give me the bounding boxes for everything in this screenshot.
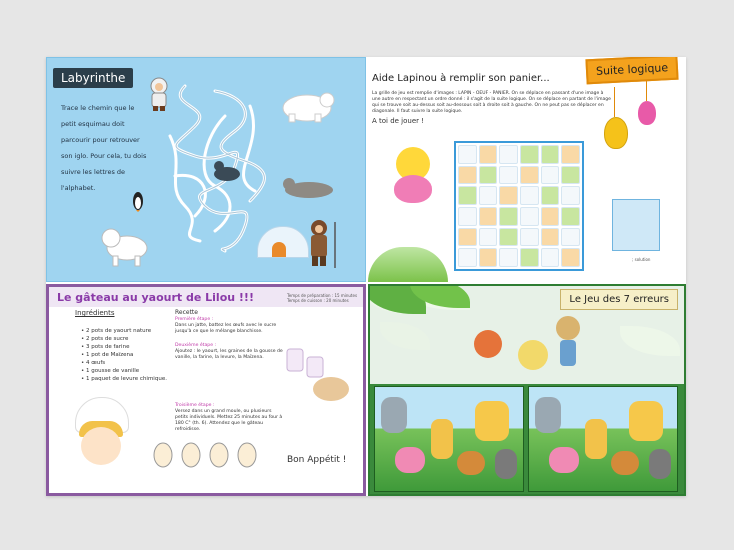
egg-string <box>614 87 615 117</box>
cartoon-eggs-icon <box>149 435 279 475</box>
logic-call-to-action: A toi de jouer ! <box>372 117 425 125</box>
grid-cell[interactable] <box>541 228 560 247</box>
igloo-door <box>272 242 286 257</box>
ingredient-item: • 3 pots de farine <box>81 344 130 350</box>
grid-cell[interactable] <box>561 228 580 247</box>
grid-cell[interactable] <box>520 186 539 205</box>
cook-time: Temps de cuisson : 20 minutes <box>287 298 349 303</box>
seal-icon <box>211 158 245 184</box>
ingredient-item: • 2 pots de sucre <box>81 336 129 342</box>
bon-appetit: Bon Appétit ! <box>287 455 347 465</box>
step-title: Deuxième étape : <box>175 343 217 348</box>
kid-explorer-body <box>560 340 576 366</box>
grid-cell[interactable] <box>479 186 498 205</box>
grid-cell[interactable] <box>520 145 539 164</box>
ingredients-list <box>81 327 167 383</box>
game-title: Le Jeu des 7 erreurs <box>560 289 678 310</box>
grid-cell[interactable] <box>458 186 477 205</box>
grid-cell[interactable] <box>499 248 518 267</box>
grid-cell[interactable] <box>499 228 518 247</box>
grid-cell[interactable] <box>520 228 539 247</box>
recipe-heading: Recette <box>175 309 198 316</box>
grass-decoration <box>368 247 448 282</box>
grid-cell[interactable] <box>561 207 580 226</box>
ingredient-item: • 1 paquet de levure chimique. <box>81 376 167 382</box>
labyrinth-title: Labyrinthe <box>53 68 133 88</box>
activity-sheet <box>46 57 686 496</box>
grid-cell[interactable] <box>561 248 580 267</box>
lion-icon <box>611 451 639 475</box>
prep-time: Temps de préparation : 15 minutes <box>287 293 358 298</box>
baking-ingredients-icon <box>281 339 351 409</box>
lion-icon <box>457 451 485 475</box>
ingredients-heading: Ingrédients <box>75 309 115 317</box>
pink-egg-icon <box>394 175 432 203</box>
grid-cell[interactable] <box>458 145 477 164</box>
grid-cell[interactable] <box>541 248 560 267</box>
grid-cell[interactable] <box>520 166 539 185</box>
solution-label: ; solution <box>632 257 651 262</box>
spot-the-difference-panel <box>368 284 686 496</box>
grid-cell[interactable] <box>541 207 560 226</box>
scene-right[interactable] <box>528 386 678 492</box>
step-text: Dans un jatte, battez les œufs avec le sucre jusqu'à ce que le mélange blanchisse. <box>175 323 277 334</box>
logic-badge: Suite logique <box>585 57 678 84</box>
grid-cell[interactable] <box>479 248 498 267</box>
husky-dog-icon <box>97 220 153 268</box>
hippo-icon <box>395 447 425 473</box>
ingredient-item: • 4 œufs <box>81 360 106 366</box>
egg-string <box>646 81 647 101</box>
giraffe-icon <box>475 401 509 441</box>
grid-cell[interactable] <box>520 207 539 226</box>
grid-cell[interactable] <box>561 186 580 205</box>
grid-cell[interactable] <box>479 145 498 164</box>
elephant-icon <box>381 397 407 433</box>
ingredient-item: • 1 pot de Maïzena <box>81 352 134 358</box>
step-text: Ajoutez : le yaourt, les graines de la gousse de vanille, la farine, la levure, la Maïzena. <box>175 349 283 360</box>
logic-instructions: La grille de jeu est remplie d'images : LAPIN - OEUF - PANIER. On se déplace en passant d'une image à une autre en respectant un ordre donné : il s'agit de la suite logique. On se déplace en partant de l'image qui se trouve soit au-dessus soit au-dessous soit à droite soit à gauche. On ne peut pas se déplacer en diagonale. Il faut suivre la suite logique. <box>372 91 611 114</box>
recipe-step-2 <box>175 343 285 361</box>
solution-thumbnail <box>612 199 660 251</box>
gorilla-icon <box>649 449 671 479</box>
grid-cell[interactable] <box>561 166 580 185</box>
grid-cell[interactable] <box>499 186 518 205</box>
recipe-step-3 <box>175 403 285 433</box>
grid-cell[interactable] <box>541 166 560 185</box>
grid-cell[interactable] <box>458 248 477 267</box>
giraffe-icon <box>431 419 453 459</box>
step-title: Troisième étape : <box>175 403 215 408</box>
walrus-icon <box>279 174 335 200</box>
grid-cell[interactable] <box>499 166 518 185</box>
grid-cell[interactable] <box>479 166 498 185</box>
logic-sequence-panel <box>368 57 686 282</box>
grid-cell[interactable] <box>541 145 560 164</box>
cake-times <box>287 293 357 303</box>
logic-grid[interactable] <box>454 141 584 271</box>
ingredient-item: • 1 gousse de vanille <box>81 368 140 374</box>
grid-cell[interactable] <box>479 207 498 226</box>
grid-cell[interactable] <box>458 207 477 226</box>
hippo-icon <box>549 447 579 473</box>
step-title: Première étape : <box>175 317 214 322</box>
grid-cell[interactable] <box>499 207 518 226</box>
gorilla-icon <box>495 449 517 479</box>
scene-left[interactable] <box>374 386 524 492</box>
polar-bear-icon <box>275 84 335 124</box>
elephant-icon <box>535 397 561 433</box>
eskimo-hunter-icon <box>305 218 341 270</box>
easter-egg-icon <box>604 117 628 149</box>
grid-cell[interactable] <box>499 145 518 164</box>
kid-explorer-icon <box>556 316 580 340</box>
grid-cell[interactable] <box>561 145 580 164</box>
ingredient-item: • 2 pots de yaourt nature <box>81 328 152 334</box>
grid-cell[interactable] <box>520 248 539 267</box>
labyrinth-instructions: Trace le chemin que le petit esquimau doit parcourir pour retrouver son iglo. Pour cela, tu dois suivre les lettres de l'alphabet. <box>61 104 147 192</box>
eskimo-child-icon <box>145 76 173 112</box>
kid-redhead-icon <box>474 330 502 358</box>
cake-recipe-panel <box>46 284 366 496</box>
giraffe-icon <box>629 401 663 441</box>
giraffe-icon <box>585 419 607 459</box>
recipe-step-1 <box>175 317 285 335</box>
easter-egg-icon <box>638 101 656 125</box>
labyrinth-panel <box>46 57 366 282</box>
penguin-icon <box>131 188 145 212</box>
cake-title: Le gâteau au yaourt de Lilou !!! <box>57 291 254 304</box>
logic-heading: Aide Lapinou à remplir son panier... <box>372 73 550 84</box>
kid-blonde-icon <box>518 340 548 370</box>
grid-cell[interactable] <box>541 186 560 205</box>
grid-cell[interactable] <box>458 166 477 185</box>
step-text: Versez dans un grand moule, ou plusieurs petits individuels. Mettez 25 minutes au four à 180 C° (th. 6). Attendez que le gâteau refroidisse. <box>175 409 283 432</box>
chef-girl-icon <box>81 427 121 465</box>
grid-cell[interactable] <box>458 228 477 247</box>
grid-cell[interactable] <box>479 228 498 247</box>
